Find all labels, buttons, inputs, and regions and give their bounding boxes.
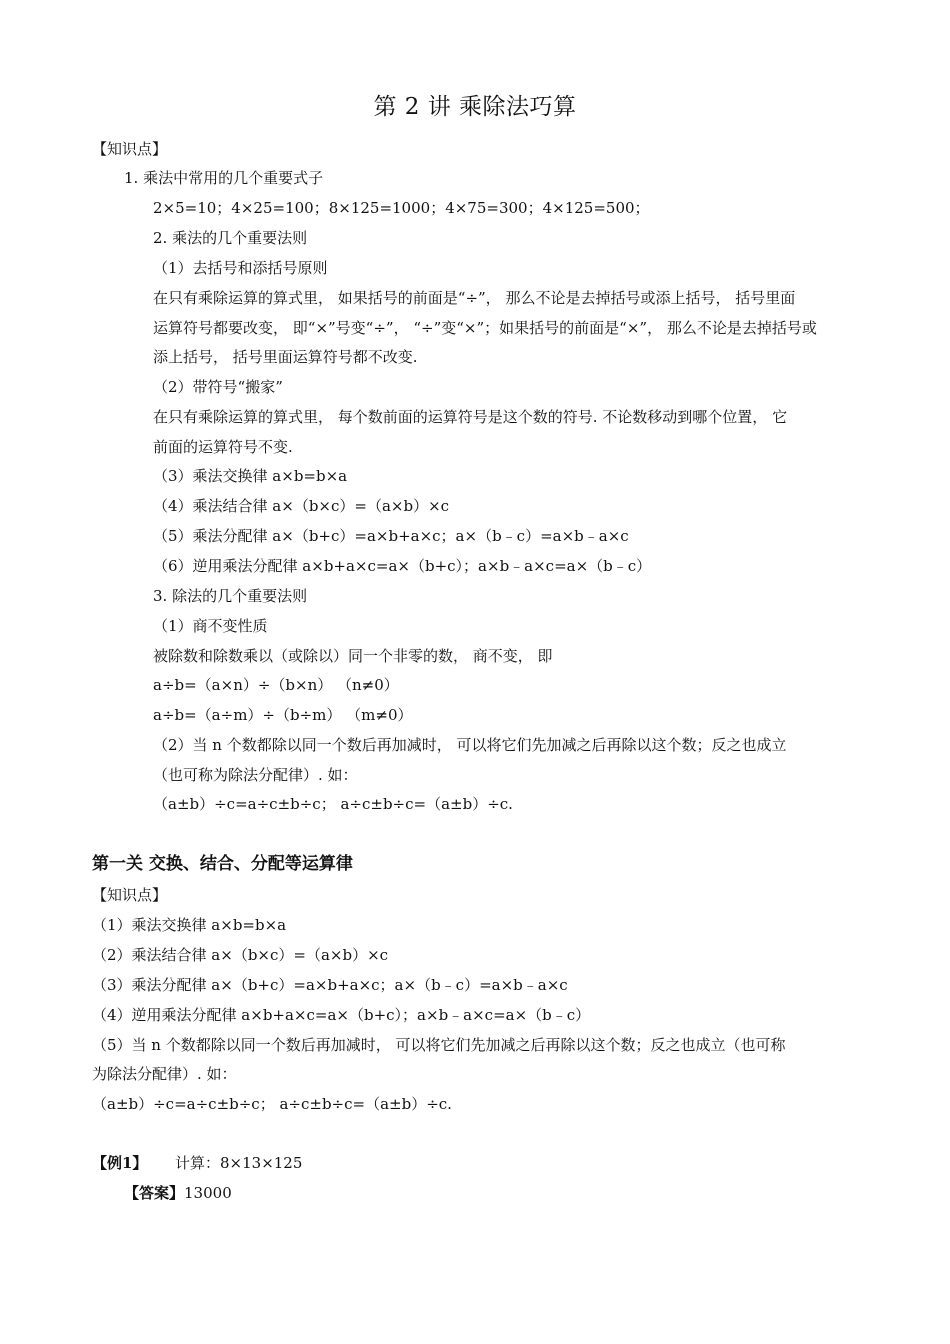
intro-line: a÷b=（a÷m）÷（b÷m） （m≠0）: [153, 706, 413, 724]
intro-line: 3. 除法的几个重要法则: [153, 587, 308, 605]
section-line: （1）乘法交换律 a×b=b×a: [92, 916, 287, 934]
section-line: （a±b）÷c=a÷c±b÷c； a÷c±b÷c=（a±b）÷c.: [92, 1095, 452, 1113]
intro-line: a÷b=（a×n）÷（b×n） （n≠0）: [153, 676, 399, 694]
answer-value: 13000: [184, 1184, 232, 1202]
intro-line: 前面的运算符号不变.: [153, 438, 293, 456]
section-line: （4）逆用乘法分配律 a×b+a×c=a×（b+c）；a×b﹣a×c=a×（b﹣c）: [92, 1006, 591, 1024]
page-title: 第 2 讲 乘除法巧算: [373, 94, 577, 120]
intro-line: （也可称为除法分配律）. 如：: [153, 766, 358, 784]
intro-line: （2）带符号“搬家”: [153, 378, 283, 396]
intro-line: （1）去括号和添括号原则: [153, 259, 328, 277]
section-line: （3）乘法分配律 a×（b+c）=a×b+a×c；a×（b﹣c）=a×b﹣a×c: [92, 976, 568, 994]
intro-line: 在只有乘除运算的算式里， 每个数前面的运算符号是这个数的符号. 不论数移动到哪个位置， 它: [153, 408, 788, 426]
section-line: 为除法分配律）. 如：: [92, 1065, 237, 1083]
knowledge-tag: 【知识点】: [92, 886, 168, 904]
section-heading: 第一关 交换、结合、分配等运算律: [92, 854, 353, 874]
knowledge-tag: 【知识点】: [92, 140, 168, 158]
example-label: 【例1】: [92, 1154, 148, 1172]
answer-label: 【答案】: [124, 1184, 185, 1202]
example-question: 计算：8×13×125: [175, 1154, 303, 1172]
intro-line: 运算符号都要改变， 即“×”号变“÷”， “÷”变“×”；如果括号的前面是“×”， 那么不论是去掉括号或: [153, 319, 817, 337]
intro-line: 1. 乘法中常用的几个重要式子: [124, 169, 324, 187]
intro-line: （2）当 n 个数都除以同一个数后再加减时， 可以将它们先加减之后再除以这个数；反之也成立: [153, 736, 787, 754]
intro-line: 在只有乘除运算的算式里， 如果括号的前面是“÷”， 那么不论是去掉括号或添上括号， 括号里面: [153, 289, 796, 307]
intro-line: 2. 乘法的几个重要法则: [153, 229, 308, 247]
intro-line: 添上括号， 括号里面运算符号都不改变.: [153, 348, 418, 366]
intro-line: （1）商不变性质: [153, 617, 268, 635]
intro-line: 被除数和除数乘以（或除以）同一个非零的数， 商不变， 即: [153, 647, 553, 665]
intro-line: （4）乘法结合律 a×（b×c）=（a×b）×c: [153, 497, 450, 515]
answer-row: [124, 1183, 232, 1203]
intro-line: （3）乘法交换律 a×b=b×a: [153, 467, 348, 485]
intro-line: （5）乘法分配律 a×（b+c）=a×b+a×c；a×（b﹣c）=a×b﹣a×c: [153, 527, 629, 545]
intro-line: （6）逆用乘法分配律 a×b+a×c=a×（b+c）；a×b﹣a×c=a×（b﹣c）: [153, 557, 652, 575]
intro-line: （a±b）÷c=a÷c±b÷c； a÷c±b÷c=（a±b）÷c.: [153, 795, 513, 813]
intro-line: 2×5=10；4×25=100；8×125=1000；4×75=300；4×125=500；: [153, 199, 650, 217]
section-line: （5）当 n 个数都除以同一个数后再加减时， 可以将它们先加减之后再除以这个数；反之也成立（也可称: [92, 1036, 786, 1054]
section-line: （2）乘法结合律 a×（b×c）=（a×b）×c: [92, 946, 389, 964]
